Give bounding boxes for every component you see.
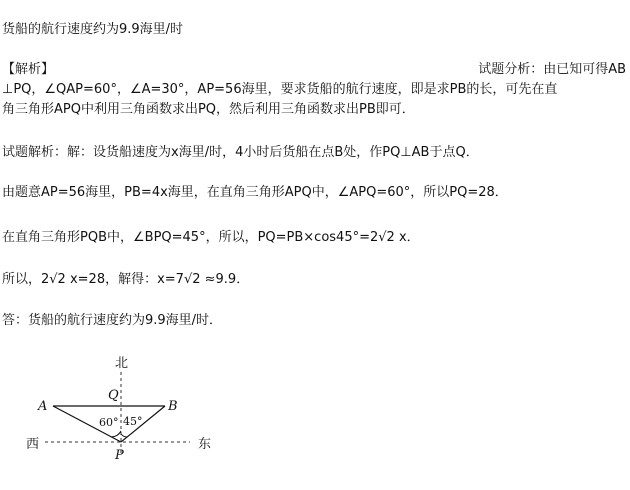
analysis-line-2: ⊥PQ，∠QAP=60°，∠A=30°，AP=56海里，要求货船的航行速度，即是求PB的长，可先在直 (2, 82, 558, 97)
analysis-line-3: 角三角形APQ中利用三角函数求出PQ，然后利用三角函数求出PB即可． (2, 102, 415, 117)
solution-line-3: 在直角三角形PQB中，∠BPQ=45°，所以，PQ=PB×cos45°=2√2 x． (2, 230, 420, 245)
label-point-p: P (115, 448, 124, 463)
label-east: 东 (198, 437, 212, 452)
angle-arc-60 (111, 431, 121, 437)
label-point-q: Q (108, 388, 119, 403)
label-north: 北 (115, 356, 129, 371)
solution-line-4: 所以，2√2 x=28，解得：x=7√2 ≈9.9． (2, 272, 250, 287)
label-west: 西 (26, 437, 40, 452)
question-answer-line: 货船的航行速度约为9.9海里/时 (2, 22, 184, 37)
analysis-summary-start: 试题分析：由已知可得AB (478, 62, 626, 77)
answer-line: 答：货船的航行速度约为9.9海里/时． (2, 313, 223, 328)
analysis-heading: 【解析】 (2, 62, 55, 77)
label-point-a: A (38, 399, 48, 414)
solution-line-1: 试题解析：解：设货船速度为x海里/时，4小时后货船在点B处，作PQ⊥AB于点Q． (2, 145, 479, 160)
label-angle-45: 45° (123, 415, 143, 428)
solution-line-2: 由题意AP=56海里，PB=4x海里，在直角三角形APQ中，∠APQ=60°，所以PQ=28． (2, 185, 508, 200)
angle-arc-45 (121, 434, 127, 437)
label-point-b: B (168, 399, 178, 414)
label-angle-60: 60° (99, 416, 119, 429)
